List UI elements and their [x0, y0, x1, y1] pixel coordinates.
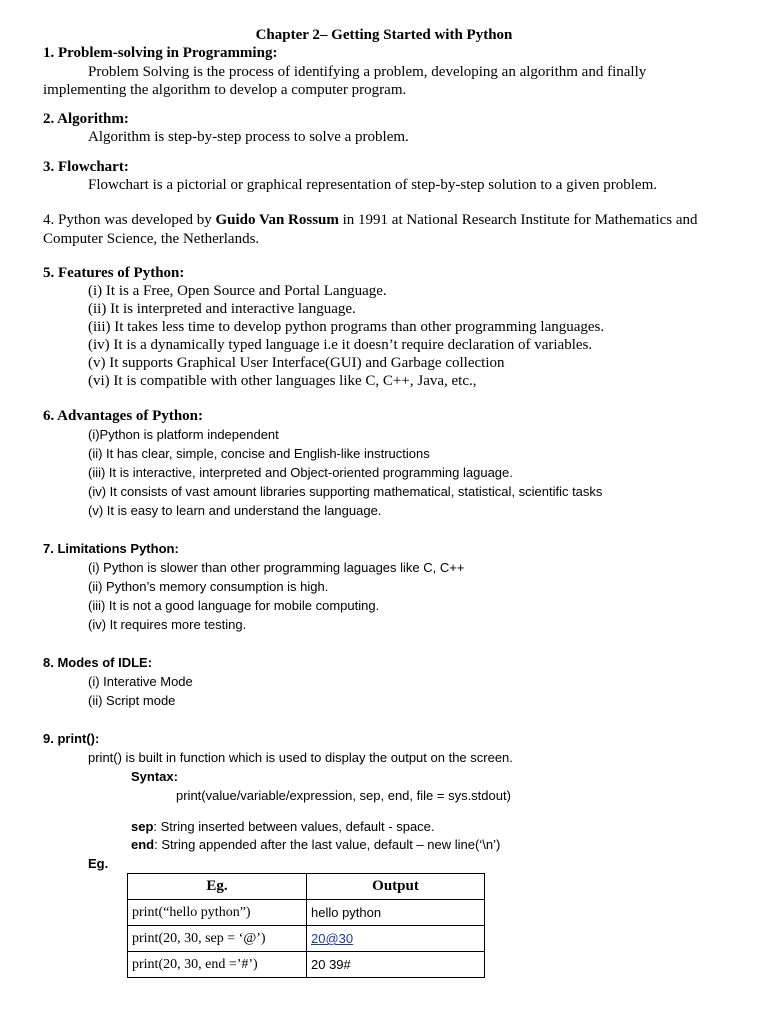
advantage-item: (iii) It is interactive, interpreted and Object-oriented programming laguage.	[88, 465, 513, 480]
section-1-text-line2: implementing the algorithm to develop a computer program.	[43, 82, 407, 98]
end-text: : String appended after the last value, default – new line(‘\n’)	[154, 837, 501, 852]
table-cell-output	[307, 926, 485, 952]
feature-item: (vi) It is compatible with other languages like C, C++, Java, etc.,	[88, 373, 477, 389]
table-row	[128, 926, 485, 952]
mode-item: (ii) Script mode	[88, 693, 176, 708]
eg-label	[88, 855, 108, 873]
section-5-heading-text: 5. Features of Python:	[43, 265, 185, 281]
syntax-label-text: Syntax:	[131, 769, 178, 784]
end-label: end	[131, 837, 155, 852]
advantage-item: (ii) It has clear, simple, concise and English-like instructions	[88, 446, 430, 461]
sep-description	[131, 818, 435, 836]
table-cell-output: 20 39#	[307, 952, 485, 978]
section-1-text-line1: Problem Solving is the process of identifying a problem, developing an algorithm and finally	[88, 64, 647, 80]
table-row	[128, 952, 485, 978]
section-2-text: Algorithm is step-by-step process to solve a problem.	[88, 129, 409, 145]
section-3-heading	[43, 158, 129, 176]
eg-label-text: Eg.	[88, 856, 109, 871]
feature-item: (v) It supports Graphical User Interface(GUI) and Garbage collection	[88, 355, 505, 371]
section-5-heading	[43, 264, 184, 282]
table-cell-code: print(20, 30, end =’#’)	[128, 952, 307, 978]
section-4-line2: Computer Science, the Netherlands.	[43, 231, 260, 247]
table-header-output: Output	[307, 874, 485, 900]
section-6-heading	[43, 407, 203, 425]
section-2-heading	[43, 110, 129, 128]
section-4-line1	[43, 211, 698, 229]
table-row	[128, 900, 485, 926]
advantage-item: (v) It is easy to learn and understand the language.	[88, 503, 382, 518]
section-3-text: Flowchart is a pictorial or graphical representation of step-by-step solution to a given problem.	[88, 177, 658, 193]
feature-item: (iii) It takes less time to develop python programs than other programming languages.	[88, 319, 605, 335]
section-6-heading-text: 6. Advantages of Python:	[43, 408, 204, 424]
limitation-item: (iii) It is not a good language for mobile computing.	[88, 598, 380, 613]
feature-item: (ii) It is interpreted and interactive language.	[88, 301, 356, 317]
section-4-name: Guido Van Rossum	[215, 212, 339, 228]
feature-item: (iv) It is a dynamically typed language i.e it doesn’t require declaration of variables.	[88, 337, 593, 353]
section-3-heading-text: 3. Flowchart:	[43, 159, 129, 175]
limitation-item: (i) Python is slower than other programming laguages like C, C++	[88, 560, 465, 575]
table-header-row	[128, 874, 485, 900]
section-8-heading-text: 8. Modes of IDLE:	[43, 655, 153, 670]
table-cell-output: hello python	[307, 900, 485, 926]
sep-label: sep	[131, 819, 154, 834]
end-description	[131, 836, 500, 854]
section-8-heading	[43, 654, 152, 672]
section-1-heading	[43, 44, 277, 62]
sep-text: : String inserted between values, default - space.	[153, 819, 435, 834]
section-4-prefix: 4. Python was developed by	[43, 212, 216, 228]
syntax-signature: print(value/variable/expression, sep, end, file = sys.stdout)	[176, 788, 511, 803]
section-9-heading	[43, 730, 99, 748]
table-cell-code: print(20, 30, sep = ‘@’)	[128, 926, 307, 952]
section-7-heading-text: 7. Limitations Python:	[43, 541, 179, 556]
feature-item: (i) It is a Free, Open Source and Portal Language.	[88, 283, 387, 299]
table-cell-code: print(“hello python”)	[128, 900, 307, 926]
syntax-label	[131, 768, 178, 786]
print-description: print() is built in function which is used to display the output on the screen.	[88, 750, 513, 765]
section-2-heading-text: 2. Algorithm:	[43, 111, 129, 127]
limitation-item: (iv) It requires more testing.	[88, 617, 247, 632]
section-1-heading-text: 1. Problem-solving in Programming:	[43, 45, 278, 61]
output-link[interactable]: 20@30	[311, 931, 354, 946]
limitation-item: (ii) Python’s memory consumption is high.	[88, 579, 329, 594]
advantage-item: (iv) It consists of vast amount libraries supporting mathematical, statistical, scientific tasks	[88, 484, 603, 499]
mode-item: (i) Interative Mode	[88, 674, 193, 689]
page-title: Chapter 2– Getting Started with Python	[255, 27, 513, 43]
table-header-eg: Eg.	[128, 874, 307, 900]
print-examples-table	[127, 873, 485, 978]
section-4-suffix: in 1991 at National Research Institute for Mathematics and	[338, 212, 698, 228]
section-9-heading-text: 9. print():	[43, 731, 100, 746]
advantage-item: (i)Python is platform independent	[88, 427, 279, 442]
section-7-heading	[43, 540, 179, 558]
